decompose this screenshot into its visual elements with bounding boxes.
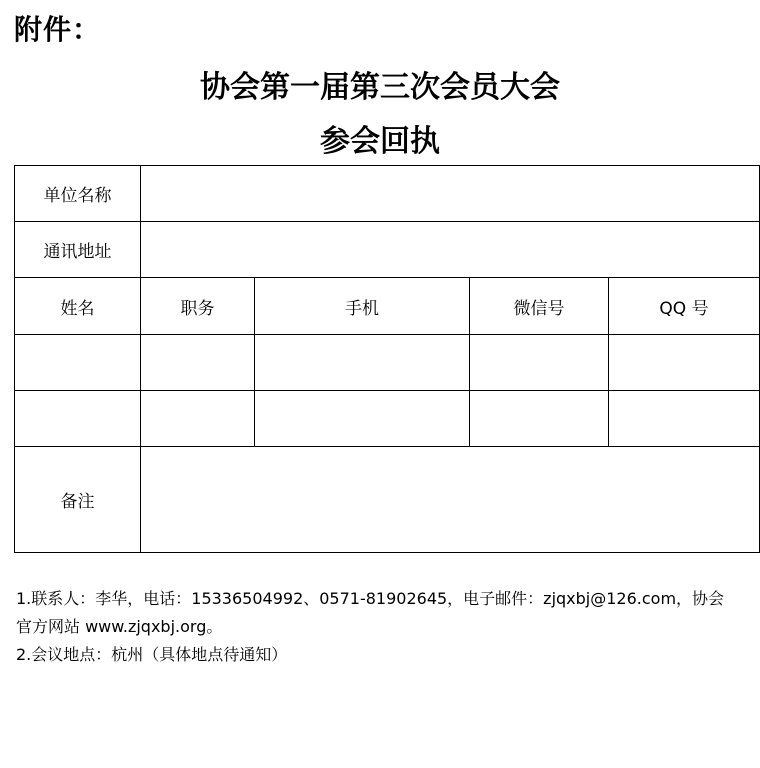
table-row [15, 335, 760, 391]
column-header-mobile: 手机 [255, 278, 470, 335]
wechat-field[interactable] [470, 391, 609, 447]
position-field[interactable] [141, 335, 255, 391]
unit-name-field[interactable] [141, 166, 760, 222]
position-field[interactable] [141, 391, 255, 447]
remarks-label: 备注 [15, 447, 141, 553]
document-title: 协会第一届第三次会员大会 [200, 70, 560, 105]
notes-section [16, 585, 754, 669]
registration-form-table [14, 165, 760, 553]
website-note: 官方网站 www.zjqxbj.org。 [16, 617, 223, 636]
mobile-field[interactable] [255, 391, 470, 447]
remarks-field[interactable] [141, 447, 760, 553]
name-field[interactable] [15, 335, 141, 391]
contact-note: 1.联系人：李华，电话：15336504992、0571-81902645，电子邮件：zjqxbj@126.com，协会 [16, 589, 725, 608]
qq-field[interactable] [609, 335, 760, 391]
unit-name-label: 单位名称 [15, 166, 141, 222]
wechat-field[interactable] [470, 335, 609, 391]
table-row [15, 391, 760, 447]
unit-name-row [15, 166, 760, 222]
address-field[interactable] [141, 222, 760, 278]
column-header-qq: QQ 号 [609, 278, 760, 335]
name-field[interactable] [15, 391, 141, 447]
address-row [15, 222, 760, 278]
column-header-wechat: 微信号 [470, 278, 609, 335]
column-header-position: 职务 [141, 278, 255, 335]
venue-note: 2.会议地点：杭州（具体地点待通知） [16, 645, 288, 664]
qq-field[interactable] [609, 391, 760, 447]
mobile-field[interactable] [255, 335, 470, 391]
remarks-row [15, 447, 760, 553]
document-subtitle: 参会回执 [320, 124, 440, 159]
column-header-name: 姓名 [15, 278, 141, 335]
column-header-row [15, 278, 760, 335]
address-label: 通讯地址 [15, 222, 141, 278]
attachment-label: 附件： [14, 13, 102, 46]
